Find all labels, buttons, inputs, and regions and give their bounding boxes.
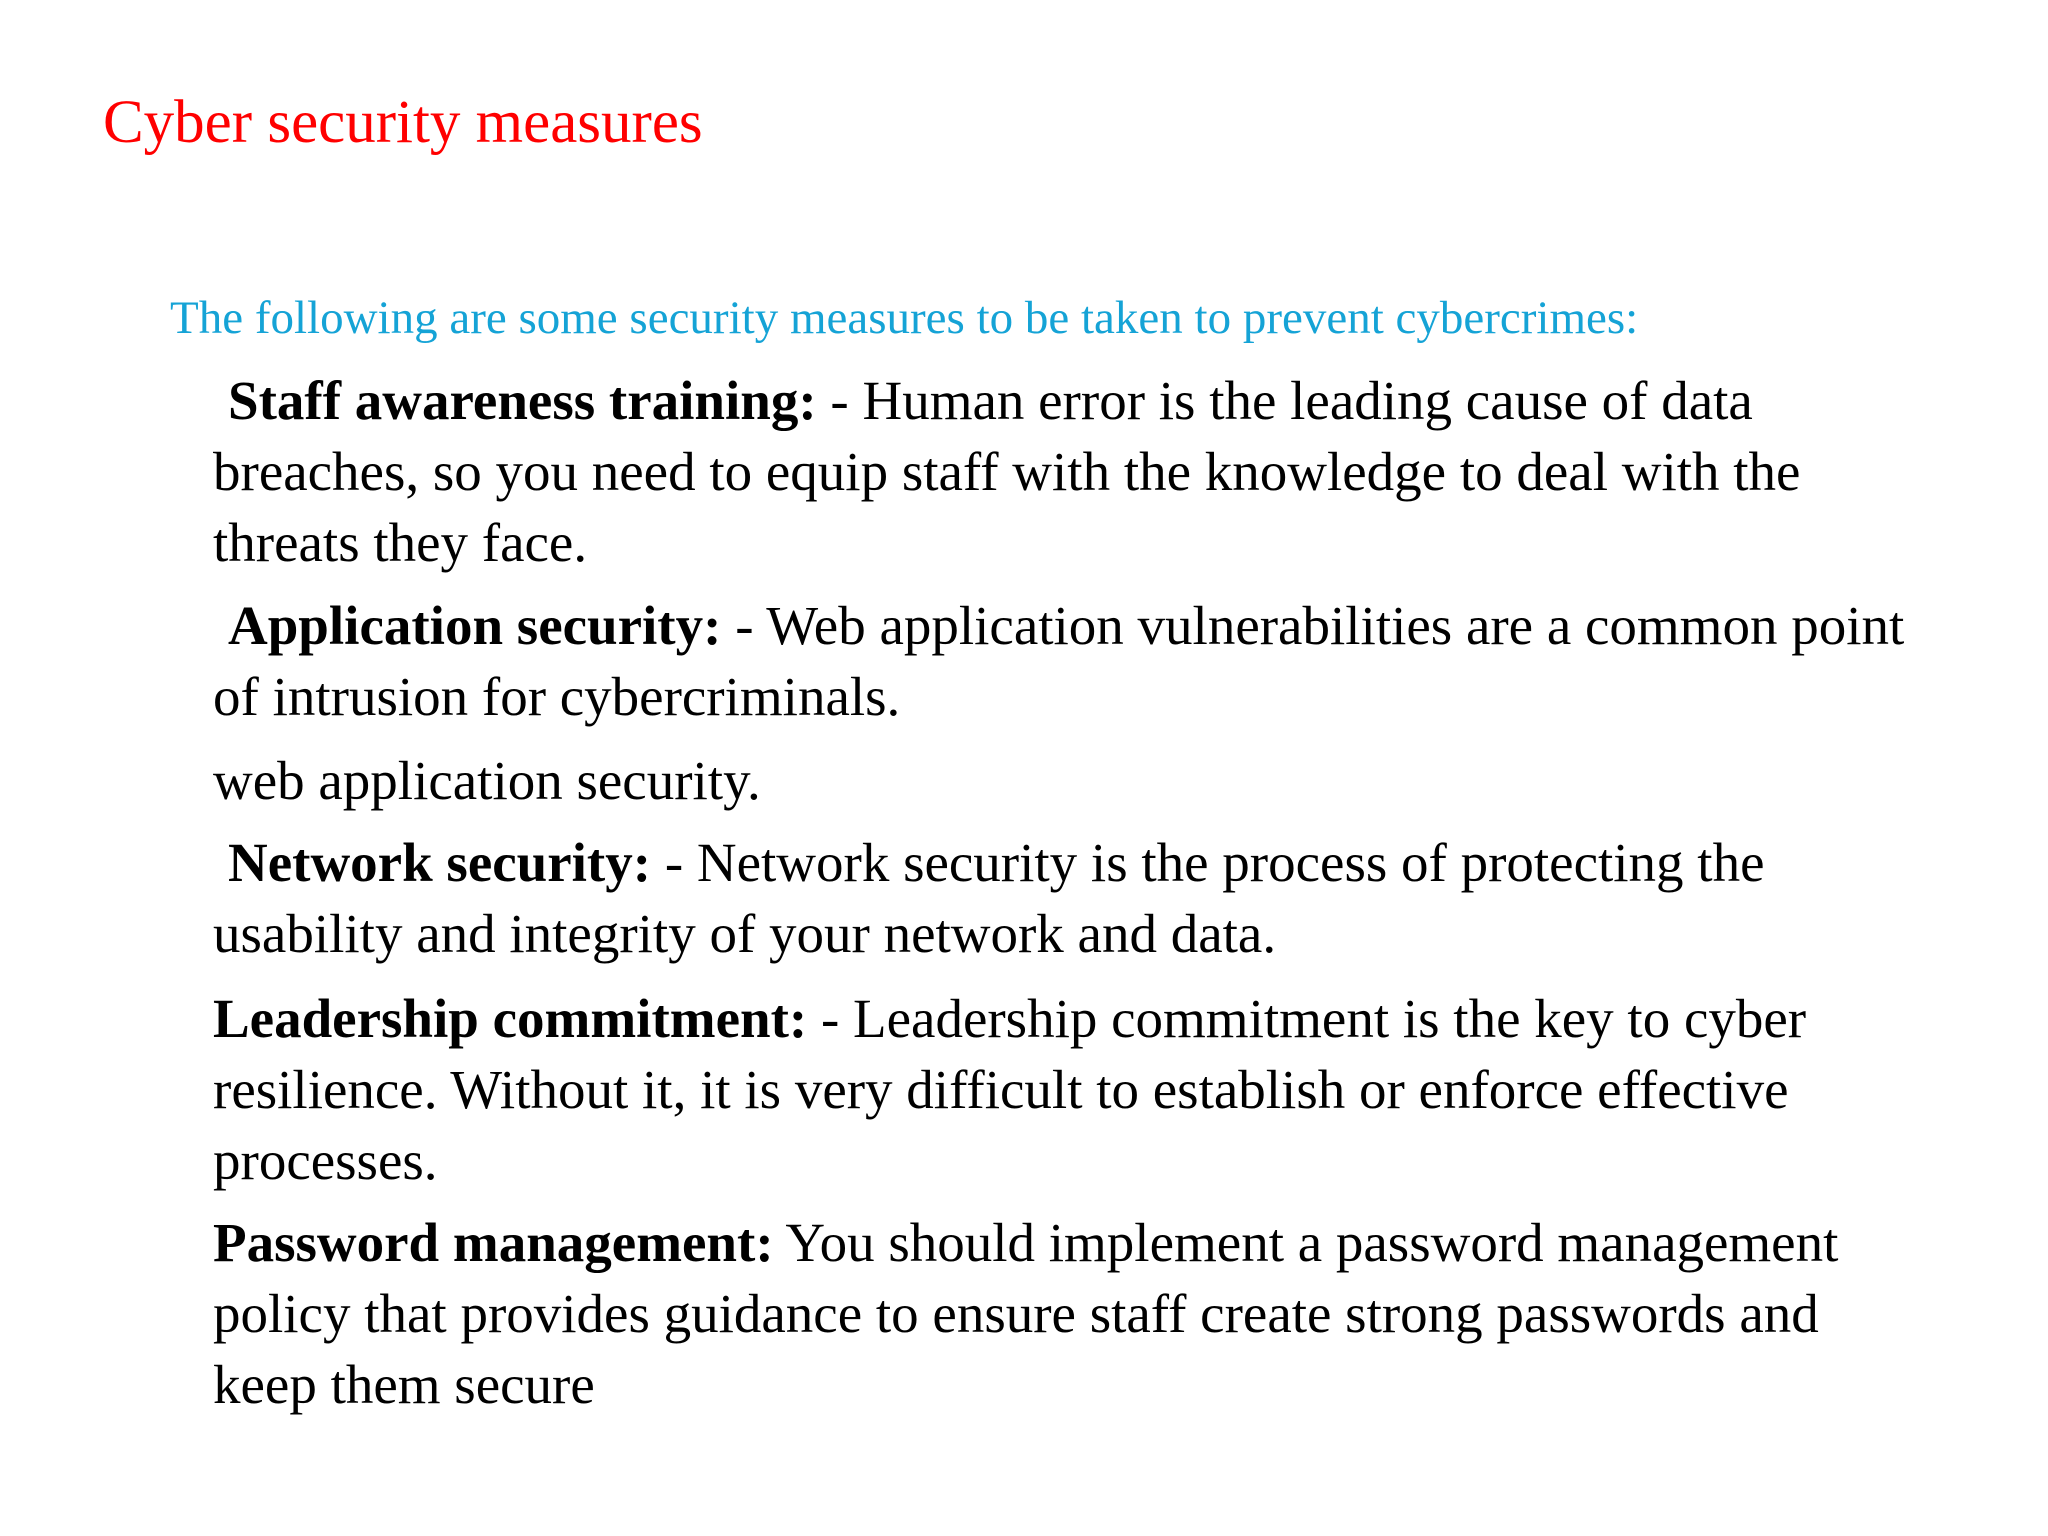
measure-term: Staff awareness training: — [228, 370, 817, 431]
measure-first-line — [213, 983, 2028, 1054]
measure-staff-awareness — [213, 365, 2028, 578]
measure-desc-line: processes. — [213, 1130, 438, 1191]
slide-title: Cyber security measures — [103, 89, 703, 156]
measure-network-security — [213, 827, 2028, 969]
measure-desc-line: web application security. — [213, 750, 761, 811]
measure-desc: - Human error is the leading cause of data — [816, 370, 1753, 431]
measure-term: Password management: — [213, 1212, 774, 1273]
measure-desc: - Web application vulnerabilities are a common point — [721, 595, 1905, 656]
measure-desc-line: breaches, so you need to equip staff with the knowledge to deal with the — [213, 441, 1801, 502]
measure-application-security — [213, 590, 2028, 816]
measure-first-line — [213, 590, 2028, 661]
measure-desc: - Network security is the process of protecting the — [651, 832, 1765, 893]
measure-desc-line: usability and integrity of your network and data. — [213, 903, 1277, 964]
measure-desc-line: threats they face. — [213, 512, 588, 573]
measure-desc: You should implement a password management — [773, 1212, 1839, 1273]
measure-term: Leadership commitment: — [213, 988, 808, 1049]
measure-leadership-commitment — [213, 983, 2028, 1196]
intro-text: The following are some security measures to be taken to prevent cybercrimes: — [170, 292, 1639, 344]
measure-first-line — [213, 1207, 2028, 1278]
measure-first-line — [213, 827, 2028, 898]
measure-desc: - Leadership commitment is the key to cyber — [807, 988, 1807, 1049]
measure-desc-line: resilience. Without it, it is very difficult to establish or enforce effective — [213, 1059, 1789, 1120]
measure-term: Application security: — [228, 595, 722, 656]
measure-term: Network security: — [228, 832, 652, 893]
measure-password-management — [213, 1207, 2028, 1420]
measure-desc-line: of intrusion for cybercriminals. — [213, 666, 901, 727]
measure-desc-line: policy that provides guidance to ensure staff create strong passwords and — [213, 1283, 1819, 1344]
measure-desc-line: keep them secure — [213, 1354, 595, 1415]
measure-first-line — [213, 365, 2028, 436]
